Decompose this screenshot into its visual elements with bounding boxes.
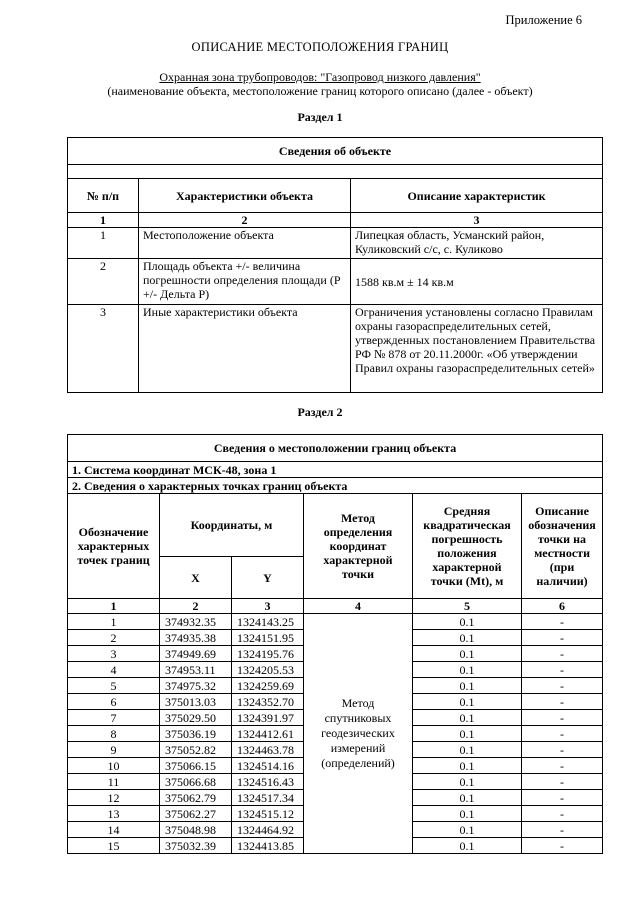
col-number-header: № п/п xyxy=(68,179,139,213)
point-x: 375066.68 xyxy=(160,774,232,790)
col-x-header: X xyxy=(160,557,232,599)
col-number-index: 1 xyxy=(68,213,139,228)
document-title: ОПИСАНИЕ МЕСТОПОЛОЖЕНИЯ ГРАНИЦ xyxy=(191,40,449,54)
object-info-table-title: Сведения об объекте xyxy=(68,138,603,165)
spacer-row xyxy=(68,165,603,179)
col-description-header: Описание обозначения точки на местности (при наличии) xyxy=(522,494,603,599)
section1-title: Раздел 1 xyxy=(297,110,343,124)
col-number-index: 6 xyxy=(522,599,603,614)
point-description: - xyxy=(522,678,603,694)
point-y: 1324412.61 xyxy=(232,726,304,742)
table-row xyxy=(68,228,603,259)
point-description: - xyxy=(522,774,603,790)
point-number: 6 xyxy=(68,694,160,710)
point-description: - xyxy=(522,790,603,806)
object-info-table xyxy=(67,137,603,393)
point-y: 1324195.76 xyxy=(232,646,304,662)
point-number: 10 xyxy=(68,758,160,774)
point-x: 374953.11 xyxy=(160,662,232,678)
boundary-table-title: Сведения о местоположении границ объекта xyxy=(68,435,603,462)
point-x: 375052.82 xyxy=(160,742,232,758)
col-number-index: 5 xyxy=(413,599,522,614)
row-characteristic: Местоположение объекта xyxy=(139,228,351,259)
table-row xyxy=(68,305,603,393)
point-description: - xyxy=(522,694,603,710)
col-number-index: 2 xyxy=(139,213,351,228)
point-description: - xyxy=(522,806,603,822)
point-error: 0.1 xyxy=(413,822,522,838)
appendix-label: Приложение 6 xyxy=(505,13,582,27)
table-row xyxy=(68,259,603,305)
point-x: 375062.27 xyxy=(160,806,232,822)
row-characteristic: Площадь объекта +/- величина погрешности определения площади (Р +/- Дельта Р) xyxy=(139,259,351,305)
col-number-index: 2 xyxy=(160,599,232,614)
point-y: 1324143.25 xyxy=(232,614,304,630)
point-error: 0.1 xyxy=(413,806,522,822)
point-description: - xyxy=(522,646,603,662)
section2-title: Раздел 2 xyxy=(297,405,343,419)
point-y: 1324515.12 xyxy=(232,806,304,822)
point-error: 0.1 xyxy=(413,614,522,630)
point-x: 375032.39 xyxy=(160,838,232,854)
col-number-index: 4 xyxy=(304,599,413,614)
point-error: 0.1 xyxy=(413,646,522,662)
col-y-header: Y xyxy=(232,557,304,599)
point-number: 14 xyxy=(68,822,160,838)
point-description: - xyxy=(522,838,603,854)
boundary-points-table xyxy=(67,434,603,854)
coordinate-system: 1. Система координат МСК-48, зона 1 xyxy=(68,462,603,478)
col-number-index: 1 xyxy=(68,599,160,614)
point-error: 0.1 xyxy=(413,742,522,758)
point-x: 374935.38 xyxy=(160,630,232,646)
point-y: 1324516.43 xyxy=(232,774,304,790)
point-description: - xyxy=(522,726,603,742)
point-description: - xyxy=(522,662,603,678)
point-y: 1324259.69 xyxy=(232,678,304,694)
point-number: 8 xyxy=(68,726,160,742)
point-error: 0.1 xyxy=(413,662,522,678)
point-error: 0.1 xyxy=(413,678,522,694)
point-y: 1324151.95 xyxy=(232,630,304,646)
point-error: 0.1 xyxy=(413,630,522,646)
point-number: 4 xyxy=(68,662,160,678)
point-description: - xyxy=(522,630,603,646)
col-designation-header: Обозначение характерных точек границ xyxy=(68,494,160,599)
points-section-title: 2. Сведения о характерных точках границ объекта xyxy=(68,478,603,494)
object-name xyxy=(0,70,640,85)
point-x: 374975.32 xyxy=(160,678,232,694)
row-number: 2 xyxy=(68,259,139,305)
point-number: 11 xyxy=(68,774,160,790)
point-number: 2 xyxy=(68,630,160,646)
row-number: 3 xyxy=(68,305,139,393)
point-error: 0.1 xyxy=(413,694,522,710)
col-description-header: Описание характеристик xyxy=(351,179,603,213)
point-x: 375036.19 xyxy=(160,726,232,742)
point-error: 0.1 xyxy=(413,774,522,790)
point-y: 1324514.16 xyxy=(232,758,304,774)
point-x: 375013.03 xyxy=(160,694,232,710)
point-x: 375062.79 xyxy=(160,790,232,806)
col-error-header: Средняя квадратическая погрешность положения характерной точки (Mt), м xyxy=(413,494,522,599)
point-x: 375029.50 xyxy=(160,710,232,726)
point-number: 5 xyxy=(68,678,160,694)
row-description: 1588 кв.м ± 14 кв.м xyxy=(351,259,603,305)
point-description: - xyxy=(522,614,603,630)
point-description: - xyxy=(522,710,603,726)
point-description: - xyxy=(522,822,603,838)
point-method: Метод спутниковых геодезических измерений (определений) xyxy=(304,614,413,854)
row-characteristic: Иные характеристики объекта xyxy=(139,305,351,393)
point-y: 1324463.78 xyxy=(232,742,304,758)
col-method-header: Метод определения координат характерной точки xyxy=(304,494,413,599)
point-number: 1 xyxy=(68,614,160,630)
point-number: 12 xyxy=(68,790,160,806)
col-number-index: 3 xyxy=(351,213,603,228)
col-characteristic-header: Характеристики объекта xyxy=(139,179,351,213)
point-x: 374949.69 xyxy=(160,646,232,662)
point-y: 1324413.85 xyxy=(232,838,304,854)
object-name-caption: (наименование объекта, местоположение границ которого описано (далее - объект) xyxy=(107,84,533,98)
row-number: 1 xyxy=(68,228,139,259)
point-error: 0.1 xyxy=(413,838,522,854)
object-name-text: Охранная зона трубопроводов: "Газопровод низкого давления" xyxy=(159,70,481,84)
point-number: 3 xyxy=(68,646,160,662)
point-y: 1324464.92 xyxy=(232,822,304,838)
point-y: 1324391.97 xyxy=(232,710,304,726)
point-error: 0.1 xyxy=(413,710,522,726)
point-error: 0.1 xyxy=(413,726,522,742)
point-x: 375048.98 xyxy=(160,822,232,838)
point-y: 1324352.70 xyxy=(232,694,304,710)
point-x: 375066.15 xyxy=(160,758,232,774)
row-description: Ограничения установлены согласно Правилам охраны газораспределительных сетей, утвержденных постановлением Правительства РФ № 878 от 20.11.2000г. «Об утверждении Правил охраны газораспределительных сетей» xyxy=(351,305,603,393)
point-number: 15 xyxy=(68,838,160,854)
point-y: 1324517.34 xyxy=(232,790,304,806)
point-number: 7 xyxy=(68,710,160,726)
point-y: 1324205.53 xyxy=(232,662,304,678)
point-number: 9 xyxy=(68,742,160,758)
point-error: 0.1 xyxy=(413,758,522,774)
col-coordinates-header: Координаты, м xyxy=(160,494,304,557)
table-row xyxy=(68,614,603,630)
point-error: 0.1 xyxy=(413,790,522,806)
point-description: - xyxy=(522,742,603,758)
row-description: Липецкая область, Усманский район, Куликовский с/с, с. Куликово xyxy=(351,228,603,259)
col-number-index: 3 xyxy=(232,599,304,614)
point-number: 13 xyxy=(68,806,160,822)
point-description: - xyxy=(522,758,603,774)
point-x: 374932.35 xyxy=(160,614,232,630)
